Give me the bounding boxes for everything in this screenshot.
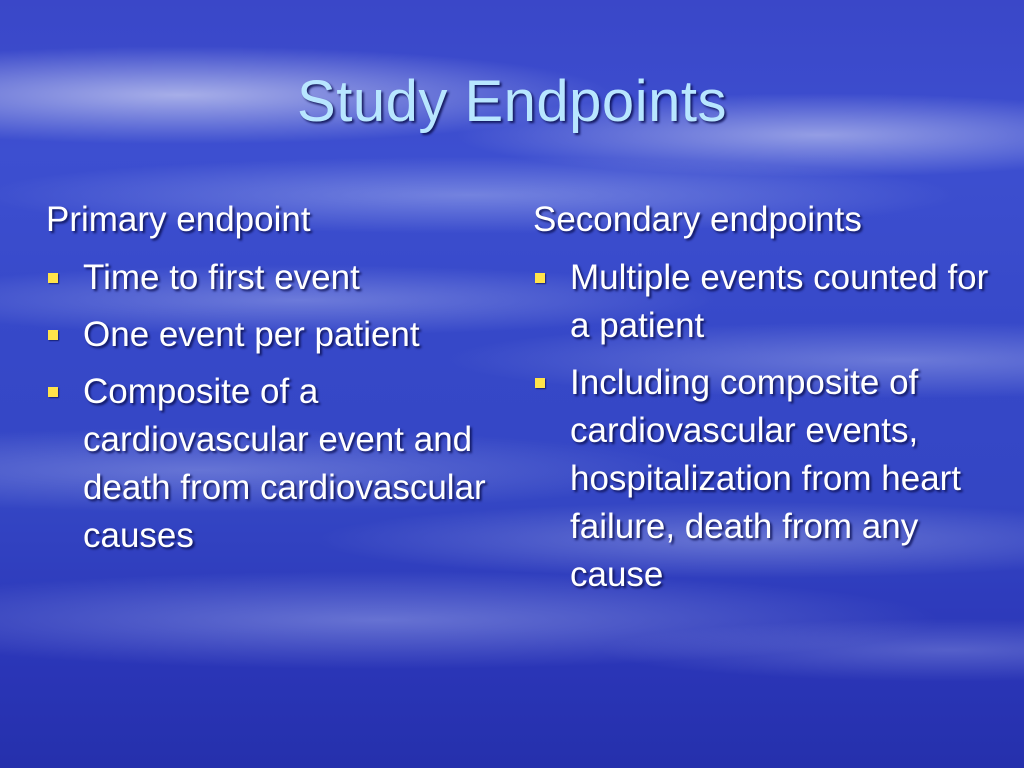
- square-bullet-icon: [48, 330, 58, 340]
- square-bullet-icon: [535, 378, 545, 388]
- secondary-endpoints-list: [533, 254, 1003, 599]
- list-item: [46, 254, 496, 302]
- square-bullet-icon: [535, 273, 545, 283]
- secondary-endpoints-column: [533, 196, 1003, 608]
- square-bullet-icon: [48, 273, 58, 283]
- bullet-text: Including composite of cardiovascular events, hospitalization from heart failure, death from any cause: [570, 363, 962, 594]
- primary-endpoint-heading: Primary endpoint: [46, 200, 311, 239]
- bullet-text: Multiple events counted for a patient: [570, 258, 989, 345]
- list-item: [46, 311, 496, 359]
- bullet-text: One event per patient: [83, 315, 420, 354]
- bullet-text: Composite of a cardiovascular event and death from cardiovascular causes: [83, 372, 486, 555]
- square-bullet-icon: [48, 387, 58, 397]
- slide-title: Study Endpoints: [297, 69, 727, 134]
- primary-endpoint-column: [46, 196, 496, 569]
- list-item: [46, 368, 496, 560]
- list-item: [533, 254, 1003, 350]
- list-item: [533, 359, 1003, 599]
- primary-endpoint-list: [46, 254, 496, 560]
- secondary-endpoints-heading: Secondary endpoints: [533, 200, 862, 239]
- bullet-text: Time to first event: [83, 258, 360, 297]
